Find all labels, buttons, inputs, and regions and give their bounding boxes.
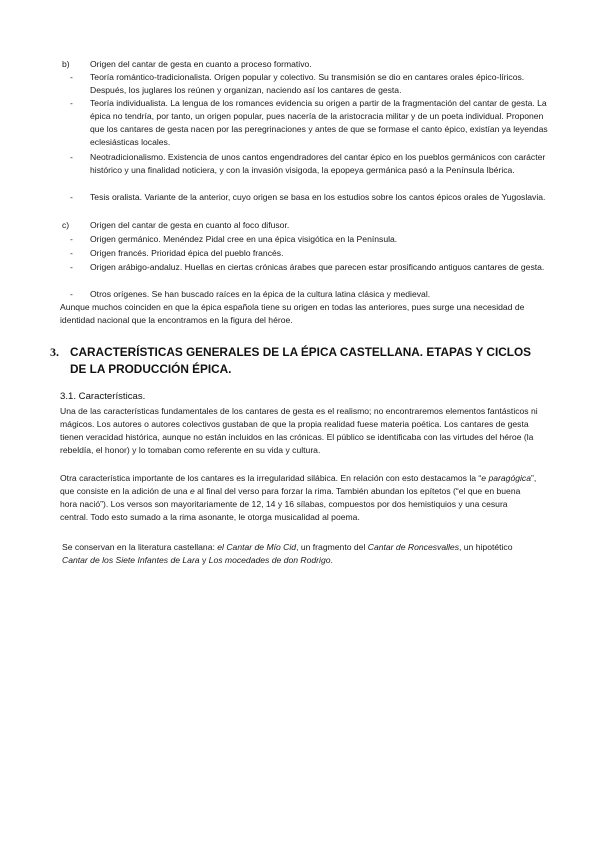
bullet-dash: - — [70, 234, 73, 244]
origin-text: Otros orígenes. Se han buscado raíces en la épica de la cultura latina clásica y medieval. — [90, 289, 431, 299]
emphasis-run: Cantar de Roncesvalles — [367, 542, 459, 552]
bullet-dash: - — [70, 192, 73, 202]
bullet-dash: - — [70, 72, 73, 82]
bullet-dash: - — [70, 248, 73, 258]
emphasis-run: Los mocedades de don Rodrigo — [208, 554, 331, 565]
section-3-number: 3. — [50, 345, 59, 359]
origin-text: Origen germánico. Menéndez Pidal cree en una épica visigótica en la Península. — [90, 234, 398, 244]
section-c-marker: c) — [62, 220, 70, 230]
theory-text: Tesis oralista. Variante de la anterior, cuyo origen se basa en los estudios sobre los cantos épicos orales de Yugoslavia. — [90, 192, 546, 202]
text-run: y — [199, 554, 209, 565]
characteristics-paragraph-1: Una de las características fundamentales de los cantares de gesta es el realismo; no encontraremos elementos fantásticos ni mágicos. Los autores o autores colectivos gustaban de que la propia realidad fuese materia poética. Los cantares de gesta tienen veracidad histórica, aunque no están incluidos en las crónicas. El público se identificaba con las virtudes del héroe (la rebeldía, el honor) y lo tomaban como referente en su vida y cultura. — [60, 406, 538, 455]
text-run: . — [330, 554, 333, 565]
emphasis-run: el Cantar de Mío Cid — [217, 542, 297, 552]
bullet-dash: - — [70, 98, 73, 108]
emphasis-run: e — [189, 485, 195, 496]
text-run: ”, que consiste en la adición de una — [60, 473, 537, 496]
bullet-dash: - — [70, 289, 73, 299]
theory-text: Neotradicionalismo. Existencia de unos cantos engendradores del cantar épico en los pueblos germánicos con carácter histórico y una finalidad noticiera, y con la invasión visigoda, la epopeya germánica pasó a la Península Ibérica. — [90, 152, 546, 175]
bullet-dash: - — [70, 152, 73, 162]
section-3-title: CARACTERÍSTICAS GENERALES DE LA ÉPICA CASTELLANA. ETAPAS Y CICLOS DE LA PRODUCCIÓN ÉPICA. — [70, 345, 531, 376]
emphasis-run: Cantar de los Siete Infantes de Lara — [62, 554, 200, 565]
origin-text: Origen francés. Prioridad épica del pueblo francés. — [90, 248, 284, 258]
text-run: al final del verso para forzar la rima. También abundan los epítetos (“el que en buena hora nació”). Los versos son mayoritariamente de 12, 14 y 16 sílabas, compuestos por dos hemistiquios y una cesura central. Todo esto sumado a la rima asonante, le otorga musicalidad al poema. — [60, 485, 521, 522]
section-b-marker: b) — [62, 59, 70, 69]
section-b-text: Origen del cantar de gesta en cuanto a proceso formativo. — [90, 59, 312, 69]
emphasis-run: e paragógica — [481, 473, 531, 483]
origin-text: Origen arábigo-andaluz. Huellas en ciertas crónicas árabes que parecen estar prosificando antiguos cantares de gesta. — [90, 262, 545, 272]
characteristics-paragraph-3 — [62, 541, 540, 567]
section-c-text: Origen del cantar de gesta en cuanto al foco difusor. — [90, 220, 290, 230]
characteristics-paragraph-2 — [60, 472, 538, 524]
text-run: Otra característica importante de los cantares es la irregularidad silábica. En relación con esto destacamos la “ — [60, 473, 482, 483]
theory-text: Teoría individualista. La lengua de los romances evidencia su origen a partir de la fragmentación del cantar de gesta. La épica no tendría, por tanto, un origen popular, pues nacería de la aristocracia militar y de un poeta individual. Proponen que los cantares de gesta nacen por las peregrinaciones y antes de que se formase el canto épico, existían ya leyendas eclesiásticas locales. — [90, 98, 548, 147]
theory-text: Teoría romántico-tradicionalista. Origen popular y colectivo. Su transmisión se dio en cantares orales épico-líricos. Después, los juglares los reúnen y organizan, naciendo así los cantares de gesta. — [90, 72, 525, 95]
subsection-3-1-heading: 3.1. Características. — [60, 391, 146, 402]
conclusion-paragraph: Aunque muchos coinciden en que la épica española tiene su origen en todas las anteriores, pues surge una necesidad de identidad nacional que la encontramos en la figura del héroe. — [60, 302, 525, 325]
bullet-dash: - — [70, 262, 73, 272]
text-run: , un hipotético — [459, 542, 513, 552]
text-run: , un fragmento del — [296, 542, 368, 552]
text-run: Se conservan en la literatura castellana: — [62, 542, 218, 552]
